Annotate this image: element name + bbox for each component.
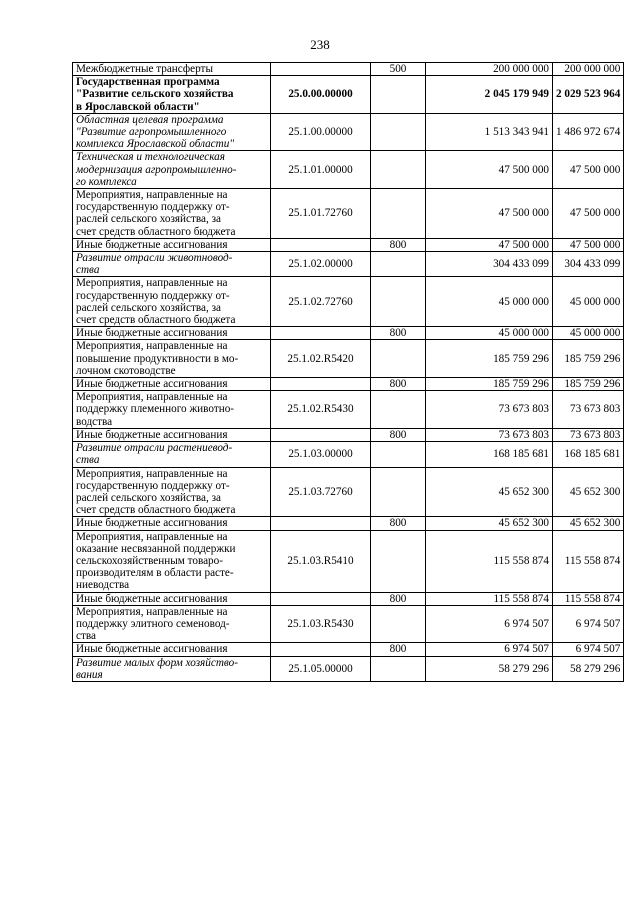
row-amount-1-cell: 304 433 099 — [426, 252, 553, 277]
row-expense-type-cell — [371, 340, 426, 378]
row-expense-type-cell: 800 — [371, 517, 426, 530]
row-name-line: Иные бюджетные ассигнования — [76, 327, 228, 340]
row-name-line: Техническая и технологическая — [76, 151, 225, 164]
row-expense-type-cell: 800 — [371, 327, 426, 340]
row-code-cell: 25.1.01.00000 — [271, 151, 371, 189]
table-row — [73, 151, 624, 189]
row-amount-2-cell: 2 029 523 964 — [553, 76, 624, 114]
row-code-cell — [271, 378, 371, 391]
table-row — [73, 517, 624, 530]
row-code-cell — [271, 643, 371, 656]
row-amount-2-cell: 73 673 803 — [553, 391, 624, 429]
row-name-line: го комплекса — [76, 175, 137, 188]
row-code-cell — [271, 592, 371, 605]
row-name-line: лочном скотоводстве — [76, 364, 176, 377]
row-expense-type-cell — [371, 656, 426, 681]
row-name-line: государственную поддержку от- — [76, 201, 230, 214]
row-amount-2-cell: 200 000 000 — [553, 63, 624, 76]
row-code-cell: 25.1.03.72760 — [271, 467, 371, 517]
row-name-line: "Развитие сельского хозяйства — [76, 88, 234, 101]
table-row — [73, 340, 624, 378]
row-code-cell: 25.1.05.00000 — [271, 656, 371, 681]
row-amount-2-cell: 45 000 000 — [553, 327, 624, 340]
row-name-line: Областная целевая программа — [76, 113, 224, 126]
row-expense-type-cell: 800 — [371, 643, 426, 656]
row-amount-1-cell: 73 673 803 — [426, 391, 553, 429]
row-amount-1-cell: 47 500 000 — [426, 151, 553, 189]
row-expense-type-cell — [371, 76, 426, 114]
row-code-cell — [271, 63, 371, 76]
row-code-cell: 25.1.03.R5430 — [271, 605, 371, 643]
row-expense-type-cell — [371, 530, 426, 592]
row-code-cell — [271, 238, 371, 251]
row-amount-2-cell: 6 974 507 — [553, 643, 624, 656]
row-name-line: Иные бюджетные ассигнования — [76, 643, 228, 656]
table-row — [73, 643, 624, 656]
row-expense-type-cell: 800 — [371, 238, 426, 251]
row-name-line: Иные бюджетные ассигнования — [76, 592, 228, 605]
row-expense-type-cell — [371, 151, 426, 189]
table-row — [73, 277, 624, 327]
row-amount-2-cell: 115 558 874 — [553, 530, 624, 592]
row-name-line: производителям в области расте- — [76, 567, 234, 580]
row-amount-1-cell: 6 974 507 — [426, 643, 553, 656]
row-name-line: раслей сельского хозяйства, за — [76, 491, 221, 504]
row-expense-type-cell: 800 — [371, 592, 426, 605]
row-expense-type-cell — [371, 189, 426, 239]
table-row — [73, 428, 624, 441]
row-name-line: в Ярославской области" — [76, 100, 200, 113]
row-name-line: Мероприятия, направленные на — [76, 391, 228, 404]
row-amount-1-cell: 45 652 300 — [426, 517, 553, 530]
row-expense-type-cell — [371, 391, 426, 429]
row-name-line: повышение продуктивности в мо- — [76, 352, 239, 365]
row-expense-type-cell — [371, 252, 426, 277]
row-name-line: Мероприятия, направленные на — [76, 467, 228, 480]
row-name-line: поддержку племенного животно- — [76, 403, 235, 416]
table-row — [73, 530, 624, 592]
row-amount-1-cell: 45 652 300 — [426, 467, 553, 517]
row-name-cell — [73, 277, 271, 327]
row-name-line: Иные бюджетные ассигнования — [76, 378, 228, 391]
row-name-line: "Развитие агропромышленного — [76, 126, 227, 139]
row-amount-2-cell: 45 652 300 — [553, 467, 624, 517]
row-name-cell — [73, 63, 271, 76]
row-code-cell — [271, 327, 371, 340]
row-name-cell — [73, 76, 271, 114]
row-name-line: оказание несвязанной поддержки — [76, 542, 236, 555]
row-amount-1-cell: 2 045 179 949 — [426, 76, 553, 114]
row-code-cell: 25.1.03.R5410 — [271, 530, 371, 592]
table-row — [73, 442, 624, 467]
budget-table-body — [73, 63, 624, 682]
row-name-line: Мероприятия, направленные на — [76, 340, 228, 353]
row-amount-2-cell: 6 974 507 — [553, 605, 624, 643]
table-row — [73, 391, 624, 429]
table-row — [73, 592, 624, 605]
row-name-cell — [73, 643, 271, 656]
row-name-line: Иные бюджетные ассигнования — [76, 238, 228, 251]
row-amount-2-cell: 45 000 000 — [553, 277, 624, 327]
row-amount-2-cell: 185 759 296 — [553, 378, 624, 391]
row-amount-2-cell: 73 673 803 — [553, 428, 624, 441]
table-row — [73, 605, 624, 643]
table-row — [73, 327, 624, 340]
row-amount-2-cell: 47 500 000 — [553, 189, 624, 239]
table-row — [73, 656, 624, 681]
row-amount-1-cell: 45 000 000 — [426, 277, 553, 327]
row-name-line: Развитие отрасли животновод- — [76, 252, 233, 265]
row-name-cell — [73, 189, 271, 239]
row-amount-1-cell: 185 759 296 — [426, 340, 553, 378]
row-name-cell — [73, 442, 271, 467]
row-amount-1-cell: 1 513 343 941 — [426, 113, 553, 151]
row-name-cell — [73, 252, 271, 277]
row-amount-1-cell: 200 000 000 — [426, 63, 553, 76]
row-expense-type-cell — [371, 467, 426, 517]
row-name-cell — [73, 378, 271, 391]
row-name-line: государственную поддержку от- — [76, 289, 230, 302]
row-expense-type-cell — [371, 277, 426, 327]
row-amount-2-cell: 185 759 296 — [553, 340, 624, 378]
row-expense-type-cell — [371, 442, 426, 467]
row-code-cell: 25.1.00.00000 — [271, 113, 371, 151]
row-code-cell: 25.1.02.00000 — [271, 252, 371, 277]
row-amount-1-cell: 115 558 874 — [426, 530, 553, 592]
row-code-cell: 25.1.02.72760 — [271, 277, 371, 327]
page-number: 238 — [310, 37, 330, 52]
table-row — [73, 378, 624, 391]
row-code-cell — [271, 428, 371, 441]
row-amount-2-cell: 304 433 099 — [553, 252, 624, 277]
row-amount-1-cell: 115 558 874 — [426, 592, 553, 605]
budget-table — [72, 62, 624, 682]
row-name-line: государственную поддержку от- — [76, 479, 230, 492]
row-name-cell — [73, 151, 271, 189]
row-expense-type-cell — [371, 605, 426, 643]
table-row — [73, 63, 624, 76]
table-row — [73, 238, 624, 251]
row-code-cell: 25.1.03.00000 — [271, 442, 371, 467]
row-name-line: водства — [76, 415, 113, 428]
row-amount-2-cell: 47 500 000 — [553, 151, 624, 189]
row-name-line: сельскохозяйственным товаро- — [76, 554, 223, 567]
row-amount-2-cell: 168 185 681 — [553, 442, 624, 467]
row-name-cell — [73, 592, 271, 605]
row-amount-1-cell: 45 000 000 — [426, 327, 553, 340]
row-name-cell — [73, 517, 271, 530]
table-row — [73, 76, 624, 114]
row-name-line: счет средств областного бюджета — [76, 314, 236, 327]
row-name-line: счет средств областного бюджета — [76, 225, 236, 238]
row-name-cell — [73, 530, 271, 592]
row-name-line: комплекса Ярославской области" — [76, 138, 235, 151]
row-name-line: Развитие малых форм хозяйство- — [76, 656, 238, 669]
row-name-line: раслей сельского хозяйства, за — [76, 301, 221, 314]
row-name-line: Мероприятия, направленные на — [76, 605, 228, 618]
row-amount-2-cell: 47 500 000 — [553, 238, 624, 251]
row-amount-1-cell: 58 279 296 — [426, 656, 553, 681]
row-name-line: Иные бюджетные ассигнования — [76, 517, 228, 530]
row-code-cell: 25.1.02.R5430 — [271, 391, 371, 429]
row-expense-type-cell: 500 — [371, 63, 426, 76]
row-amount-1-cell: 168 185 681 — [426, 442, 553, 467]
table-row — [73, 189, 624, 239]
row-code-cell: 25.1.01.72760 — [271, 189, 371, 239]
row-amount-2-cell: 45 652 300 — [553, 517, 624, 530]
table-row — [73, 252, 624, 277]
row-name-cell — [73, 391, 271, 429]
row-code-cell: 25.0.00.00000 — [271, 76, 371, 114]
row-name-line: раслей сельского хозяйства, за — [76, 213, 221, 226]
row-name-line: Иные бюджетные ассигнования — [76, 428, 228, 441]
row-amount-2-cell: 58 279 296 — [553, 656, 624, 681]
row-name-line: Мероприятия, направленные на — [76, 530, 228, 543]
row-name-line: вания — [76, 668, 103, 681]
row-amount-1-cell: 185 759 296 — [426, 378, 553, 391]
row-name-cell — [73, 327, 271, 340]
row-amount-1-cell: 6 974 507 — [426, 605, 553, 643]
row-amount-1-cell: 47 500 000 — [426, 238, 553, 251]
row-name-line: ства — [76, 630, 96, 643]
row-name-cell — [73, 656, 271, 681]
row-expense-type-cell — [371, 113, 426, 151]
row-name-cell — [73, 428, 271, 441]
table-row — [73, 467, 624, 517]
row-name-cell — [73, 467, 271, 517]
row-name-line: Межбюджетные трансферты — [76, 63, 213, 75]
row-name-line: поддержку элитного семеновод- — [76, 617, 230, 630]
row-amount-2-cell: 115 558 874 — [553, 592, 624, 605]
row-expense-type-cell: 800 — [371, 428, 426, 441]
row-name-line: ниеводства — [76, 579, 130, 592]
row-name-cell — [73, 238, 271, 251]
row-name-line: модернизация агропромышленно- — [76, 163, 237, 176]
row-name-cell — [73, 113, 271, 151]
table-row — [73, 113, 624, 151]
row-name-cell — [73, 605, 271, 643]
row-name-line: ства — [76, 264, 100, 277]
row-amount-1-cell: 73 673 803 — [426, 428, 553, 441]
row-code-cell: 25.1.02.R5420 — [271, 340, 371, 378]
row-code-cell — [271, 517, 371, 530]
row-name-line: Развитие отрасли растениевод- — [76, 442, 233, 455]
row-amount-2-cell: 1 486 972 674 — [553, 113, 624, 151]
row-expense-type-cell: 800 — [371, 378, 426, 391]
row-name-line: Мероприятия, направленные на — [76, 189, 228, 202]
row-amount-1-cell: 47 500 000 — [426, 189, 553, 239]
row-name-cell — [73, 340, 271, 378]
row-name-line: Мероприятия, направленные на — [76, 277, 228, 290]
row-name-line: Государственная программа — [76, 76, 220, 89]
row-name-line: счет средств областного бюджета — [76, 504, 236, 517]
row-name-line: ства — [76, 454, 100, 467]
